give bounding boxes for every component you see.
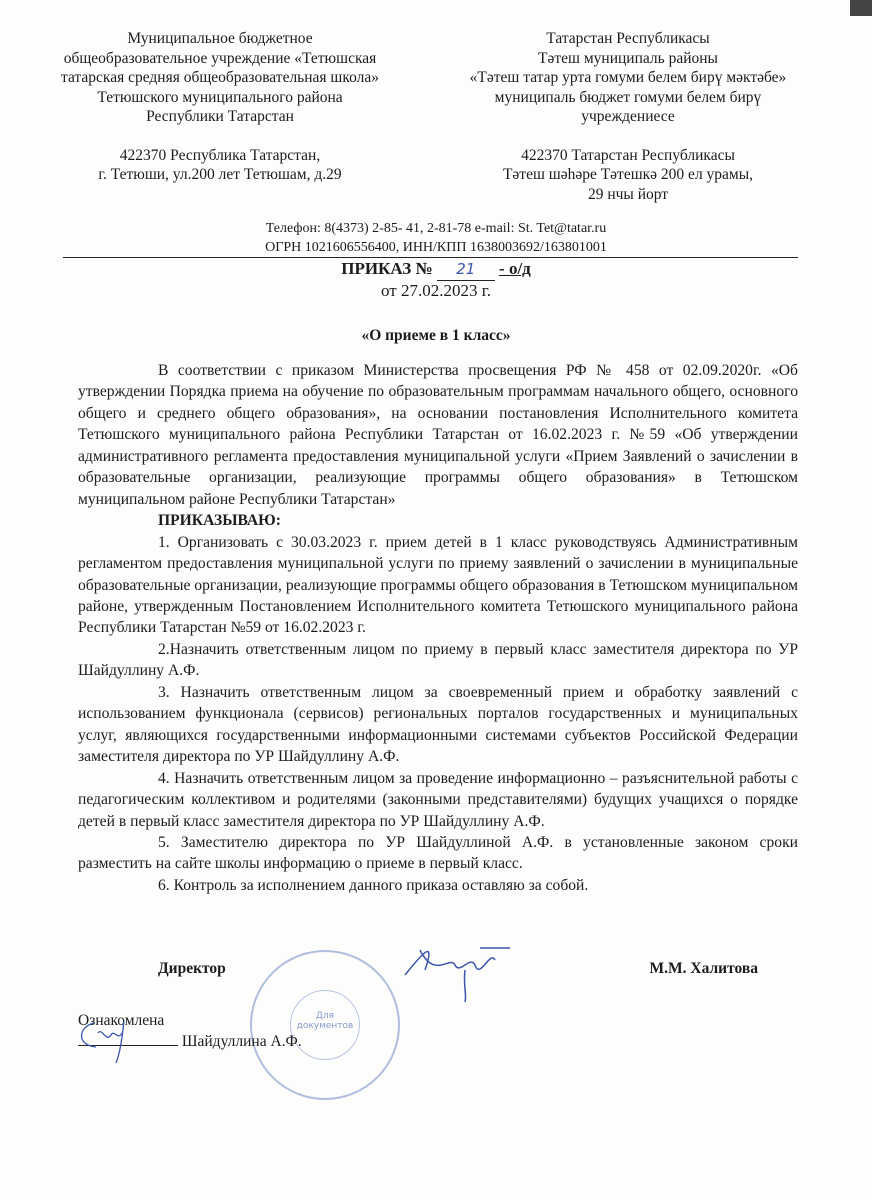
order-item: 6. Контроль за исполнением данного приказа оставляю за собой.	[158, 876, 589, 894]
order-item: 5. Заместителю директора по УР Шайдуллиной А.Ф. в установленные законом сроки разместить на сайте школы информацию о приеме в первый класс.	[78, 833, 798, 873]
header-left-column	[20, 29, 420, 185]
order-number: 21	[437, 258, 495, 281]
order-date: от 27.02.2023 г.	[380, 281, 491, 300]
header-line: Тетюшского муниципального района	[97, 88, 343, 106]
ogrn-inn: ОГРН 1021606556400, ИНН/КПП 1638003692/163801001	[265, 240, 607, 255]
order-item: 4. Назначить ответственным лицом за проведение информационно – разъяснительной работы с педагогическим коллективом и родителями (законными представителями) будущих учащихся о порядке детей в первый класс заместителя директора по УР Шайдуллину А.Ф.	[78, 769, 798, 830]
address-line: г. Тетюши, ул.200 лет Тетюшам, д.29	[98, 166, 342, 183]
header-line: Тәтеш муниципаль районы	[538, 49, 718, 67]
order-suffix: - о/д	[499, 259, 531, 278]
address-line: 29 нчы йорт	[587, 185, 669, 203]
ack-label: Ознакомлена	[78, 1012, 165, 1029]
header-line: учреждениесе	[581, 108, 675, 125]
header-line: Республики Татарстан	[146, 108, 294, 125]
order-label: ПРИКАЗ №	[341, 259, 433, 278]
address-line: 422370 Республика Татарстан,	[119, 146, 321, 164]
address-line: 422370 Татарстан Республикасы	[521, 146, 735, 164]
header-line: Татарстан Республикасы	[546, 30, 710, 47]
address-line: Тәтеш шәһәре Тәтешкә 200 ел урамы,	[502, 166, 754, 183]
signatory-name: М.М. Халитова	[649, 960, 758, 977]
order-title: «О приеме в 1 класс»	[361, 327, 511, 344]
order-body	[78, 360, 798, 896]
header-right-column	[428, 29, 828, 204]
header-line: муниципаль бюджет гомуми белем бирү	[494, 88, 762, 106]
preamble: В соответствии с приказом Министерства просвещения РФ № 458 от 02.09.2020г. «Об утверждении Порядка приема на обучение по образовательным программам начального общего, основного общего и среднего общего образования», на основании постановления Исполнительного комитета Тетюшского муниципального района Республики Татарстан от 16.02.2023 г. №59 «Об утверждении административного регламента предоставления муниципальной услуги «Прием Заявлений о зачислении в образовательные организации, реализующие программы общего образования» в Тетюшском муниципальном районе Республики Татарстан»	[78, 362, 798, 508]
order-word: ПРИКАЗЫВАЮ:	[158, 512, 281, 530]
order-item: 2.Назначить ответственным лицом по приему в первый класс заместителя директора по УР Шайдуллину А.Ф.	[78, 640, 798, 680]
ack-name: Шайдуллина А.Ф.	[181, 1033, 302, 1050]
contact-block	[0, 219, 872, 257]
header-line: Муниципальное бюджетное	[127, 30, 313, 47]
header-line: татарская средняя общеобразовательная школа»	[60, 69, 380, 86]
phone-email: Телефон: 8(4373) 2-85- 41, 2-81-78 e-mail: St. Tet@tatar.ru	[265, 221, 607, 236]
header-line: общеобразовательное учреждение «Тетюшская	[63, 49, 377, 67]
director-signature	[395, 930, 515, 1005]
order-item: 1. Организовать с 30.03.2023 г. прием детей в 1 класс руководствуясь Административным регламентом предоставления муниципальной услуги по приему заявлений о зачислении в муниципальные образовательные организации, реализующие программы общего образования в Тетюшском муниципальном районе, утвержденным Постановлением Исполнительного комитета Тетюшского муниципального района Республики Татарстан №59 от 16.02.2023 г.	[78, 533, 798, 637]
scan-edge-mark	[850, 0, 872, 16]
header-line: «Тәтеш татар урта гомуми белем бирү мәктәбе»	[469, 69, 787, 86]
order-item: 3. Назначить ответственным лицом за своевременный прием и обработку заявлений с использованием функционала (сервисов) региональных порталов государственных и муниципальных услуг, являющихся государственными информационными системами субъектов Российской Федерации заместителя директора по УР Шайдуллину А.Ф.	[78, 683, 798, 766]
signatory-position: Директор	[158, 960, 226, 977]
ack-signature	[76, 1015, 146, 1065]
order-heading	[0, 258, 872, 281]
stamp-text: Для документов	[290, 990, 360, 1060]
